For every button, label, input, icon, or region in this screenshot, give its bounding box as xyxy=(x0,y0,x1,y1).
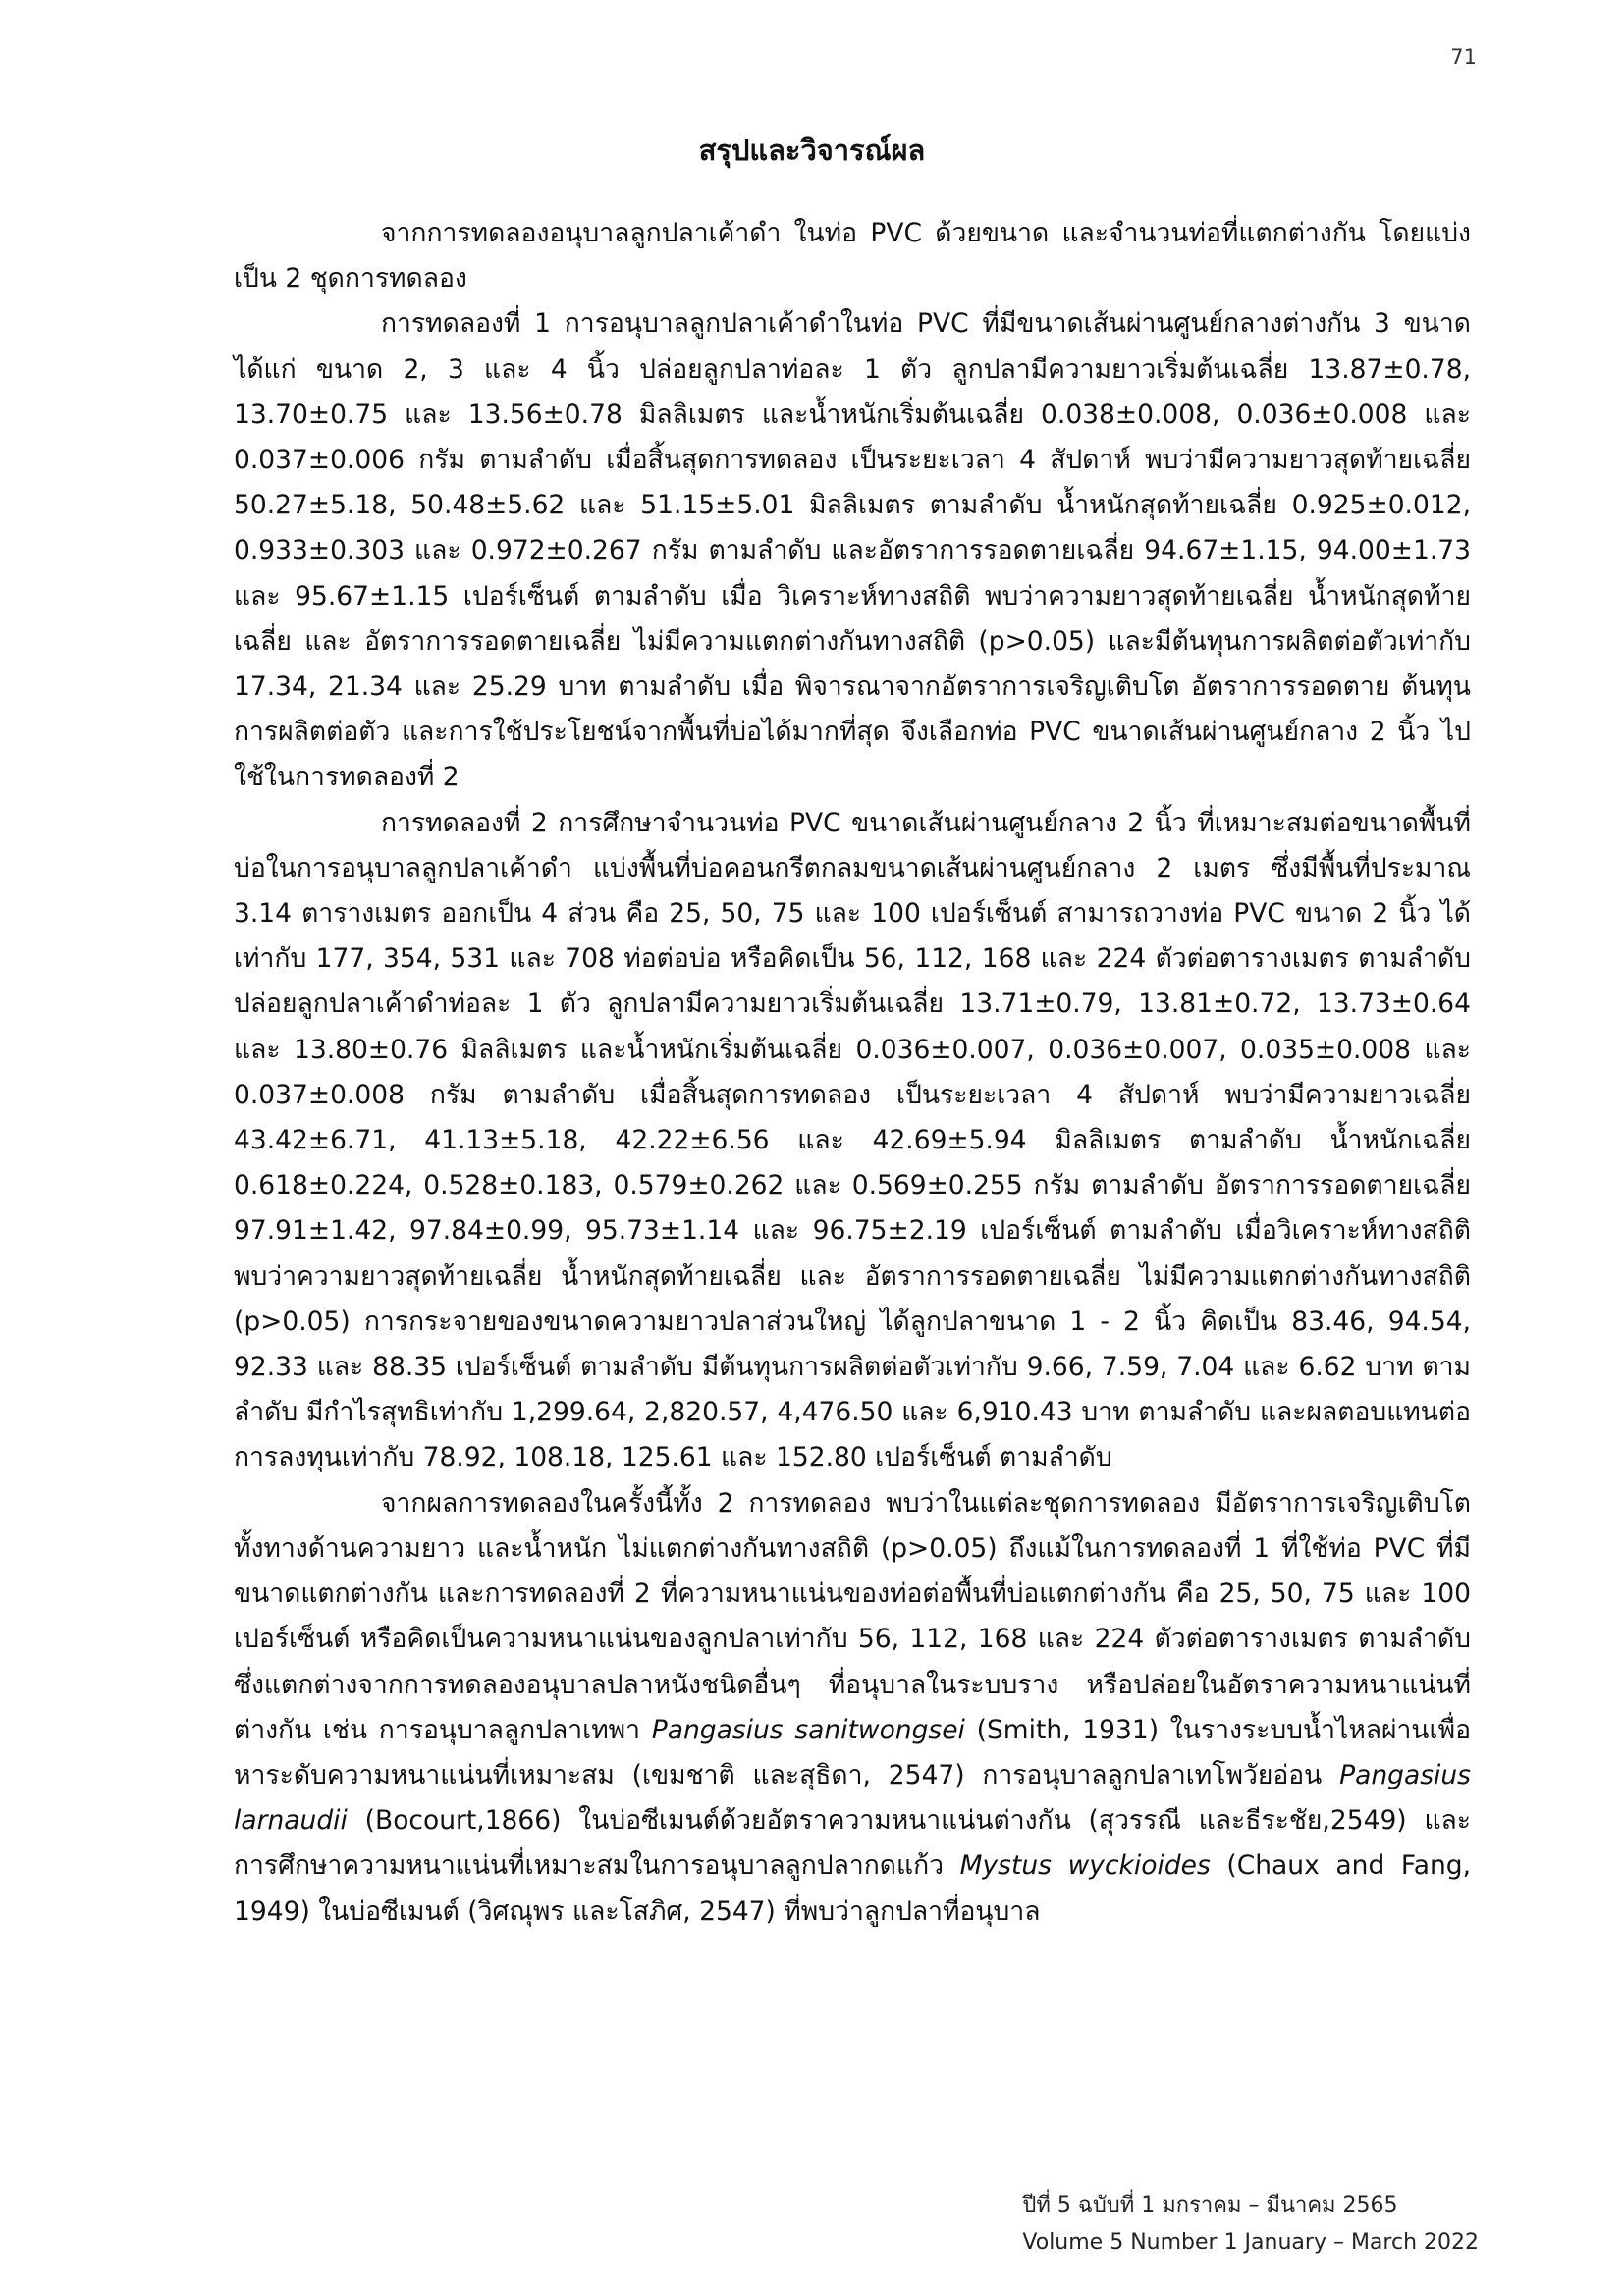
paragraph-discussion xyxy=(234,1481,1471,1935)
discussion-text-3: (Bocourt,1866) ในบ่อซีเมนต์ด้วยอัตราความหนาแน่นต่างกัน (สุวรรณี และธีระชัย,2549) และ การศึกษาความหนาแน่นที่เหมาะสมในการอนุบาลลูกปลากดแก้ว xyxy=(234,1805,1471,1882)
section-title: สรุปและวิจารณ์ผล xyxy=(698,133,926,167)
journal-footer xyxy=(1022,2187,1479,2262)
paragraph-experiment-2: การทดลองที่ 2 การศึกษาจำนวนท่อ PVC ขนาดเส้นผ่านศูนย์กลาง 2 นิ้ว ที่เหมาะสมต่อขนาดพื้นที่บ่อในการอนุบาลลูกปลาเค้าดำ แบ่งพื้นที่บ่อคอนกรีตกลมขนาดเส้นผ่านศูนย์กลาง 2 เมตร ซึ่งมีพื้นที่ประมาณ 3.14 ตารางเมตร ออกเป็น 4 ส่วน คือ 25, 50, 75 และ 100 เปอร์เซ็นต์ สามารถวางท่อ PVC ขนาด 2 นิ้ว ได้เท่ากับ 177, 354, 531 และ 708 ท่อต่อบ่อ หรือคิดเป็น 56, 112, 168 และ 224 ตัวต่อตารางเมตร ตามลำดับ ปล่อยลูกปลาเค้าดำท่อละ 1 ตัว ลูกปลามีความยาวเริ่มต้นเฉลี่ย 13.71±0.79, 13.81±0.72, 13.73±0.64 และ 13.80±0.76 มิลลิเมตร และน้ำหนักเริ่มต้นเฉลี่ย 0.036±0.007, 0.036±0.007, 0.035±0.008 และ 0.037±0.008 กรัม ตามลำดับ เมื่อสิ้นสุดการทดลอง เป็นระยะเวลา 4 สัปดาห์ พบว่ามีความยาวเฉลี่ย 43.42±6.71, 41.13±5.18, 42.22±6.56 และ 42.69±5.94 มิลลิเมตร ตามลำดับ น้ำหนักเฉลี่ย 0.618±0.224, 0.528±0.183, 0.579±0.262 และ 0.569±0.255 กรัม ตามลำดับ อัตราการรอดตายเฉลี่ย 97.91±1.42, 97.84±0.99, 95.73±1.14 และ 96.75±2.19 เปอร์เซ็นต์ ตามลำดับ เมื่อวิเคราะห์ทางสถิติ พบว่าความยาวสุดท้ายเฉลี่ย น้ำหนักสุดท้ายเฉลี่ย และ อัตราการรอดตายเฉลี่ย ไม่มีความแตกต่างกันทางสถิติ (p>0.05) การกระจายของขนาดความยาวปลาส่วนใหญ่ ได้ลูกปลาขนาด 1 - 2 นิ้ว คิดเป็น 83.46, 94.54, 92.33 และ 88.35 เปอร์เซ็นต์ ตามลำดับ มีต้นทุนการผลิตต่อตัวเท่ากับ 9.66, 7.59, 7.04 และ 6.62 บาท ตามลำดับ มีกำไรสุทธิเท่ากับ 1,299.64, 2,820.57, 4,476.50 และ 6,910.43 บาท ตามลำดับ และผลตอบแทนต่อการลงทุนเท่ากับ 78.92, 108.18, 125.61 และ 152.80 เปอร์เซ็นต์ ตามลำดับ xyxy=(234,807,1471,1473)
footer-issue-thai: ปีที่ 5 ฉบับที่ 1 มกราคม – มีนาคม 2565 xyxy=(1022,2193,1398,2217)
body-text xyxy=(234,211,1471,1935)
discussion-text-4: (Chaux and Fang, 1949) ในบ่อซีเมนต์ (วิศณุพร และโสภิศ, 2547) ที่พบว่าลูกปลาที่อนุบาล xyxy=(234,1850,1471,1927)
paragraph-intro: จากการทดลองอนุบาลลูกปลาเค้าดำ ในท่อ PVC ด้วยขนาด และจำนวนท่อที่แตกต่างกัน โดยแบ่งเป็น 2 ชุดการทดลอง xyxy=(234,218,1471,294)
discussion-text-2: (Smith, 1931) ในรางระบบน้ำไหลผ่านเพื่อหาระดับความหนาแน่นที่เหมาะสม (เขมชาติ และสุธิดา, 2547) การอนุบาลลูกปลาเทโพวัยอ่อน xyxy=(234,1714,1471,1790)
discussion-text-1: จากผลการทดลองในครั้งนี้ทั้ง 2 การทดลอง พบว่าในแต่ละชุดการทดลอง มีอัตราการเจริญเติบโตทั้งทางด้านความยาว และน้ำหนัก ไม่แตกต่างกันทางสถิติ (p>0.05) ถึงแม้ในการทดลองที่ 1 ที่ใช้ท่อ PVC ที่มีขนาดแตกต่างกัน และการทดลองที่ 2 ที่ความหนาแน่นของท่อต่อพื้นที่บ่อแตกต่างกัน คือ 25, 50, 75 และ 100 เปอร์เซ็นต์ หรือคิดเป็นความหนาแน่นของลูกปลาเท่ากับ 56, 112, 168 และ 224 ตัวต่อตารางเมตร ตามลำดับ ซึ่งแตกต่างจากการทดลองอนุบาลปลาหนังชนิดอื่นๆ ที่อนุบาลในระบบราง หรือปล่อยในอัตราความหนาแน่นที่ต่างกัน เช่น การอนุบาลลูกปลาเทพา xyxy=(234,1487,1471,1745)
paragraph-experiment-1: การทดลองที่ 1 การอนุบาลลูกปลาเค้าดำในท่อ PVC ที่มีขนาดเส้นผ่านศูนย์กลางต่างกัน 3 ขนาด ได้แก่ ขนาด 2, 3 และ 4 นิ้ว ปล่อยลูกปลาท่อละ 1 ตัว ลูกปลามีความยาวเริ่มต้นเฉลี่ย 13.87±0.78, 13.70±0.75 และ 13.56±0.78 มิลลิเมตร และน้ำหนักเริ่มต้นเฉลี่ย 0.038±0.008, 0.036±0.008 และ 0.037±0.006 กรัม ตามลำดับ เมื่อสิ้นสุดการทดลอง เป็นระยะเวลา 4 สัปดาห์ พบว่ามีความยาวสุดท้ายเฉลี่ย 50.27±5.18, 50.48±5.62 และ 51.15±5.01 มิลลิเมตร ตามลำดับ น้ำหนักสุดท้ายเฉลี่ย 0.925±0.012, 0.933±0.303 และ 0.972±0.267 กรัม ตามลำดับ และอัตราการรอดตายเฉลี่ย 94.67±1.15, 94.00±1.73 และ 95.67±1.15 เปอร์เซ็นต์ ตามลำดับ เมื่อ วิเคราะห์ทางสถิติ พบว่าความยาวสุดท้ายเฉลี่ย น้ำหนักสุดท้ายเฉลี่ย และ อัตราการรอดตายเฉลี่ย ไม่มีความแตกต่างกันทางสถิติ (p>0.05) และมีต้นทุนการผลิตต่อตัวเท่ากับ 17.34, 21.34 และ 25.29 บาท ตามลำดับ เมื่อ พิจารณาจากอัตราการเจริญเติบโต อัตราการรอดตาย ต้นทุนการผลิตต่อตัว และการใช้ประโยชน์จากพื้นที่บ่อได้มากที่สุด จึงเลือกท่อ PVC ขนาดเส้นผ่านศูนย์กลาง 2 นิ้ว ไปใช้ในการทดลองที่ 2 xyxy=(234,308,1471,793)
species-name: Pangasius larnaudii xyxy=(234,1759,1471,1837)
species-name: Pangasius sanitwongsei xyxy=(651,1714,965,1745)
footer-issue-english: Volume 5 Number 1 January – March 2022 xyxy=(1022,2230,1479,2255)
species-name: Mystus wyckioides xyxy=(959,1850,1211,1882)
page-number: 71 xyxy=(1450,45,1477,69)
